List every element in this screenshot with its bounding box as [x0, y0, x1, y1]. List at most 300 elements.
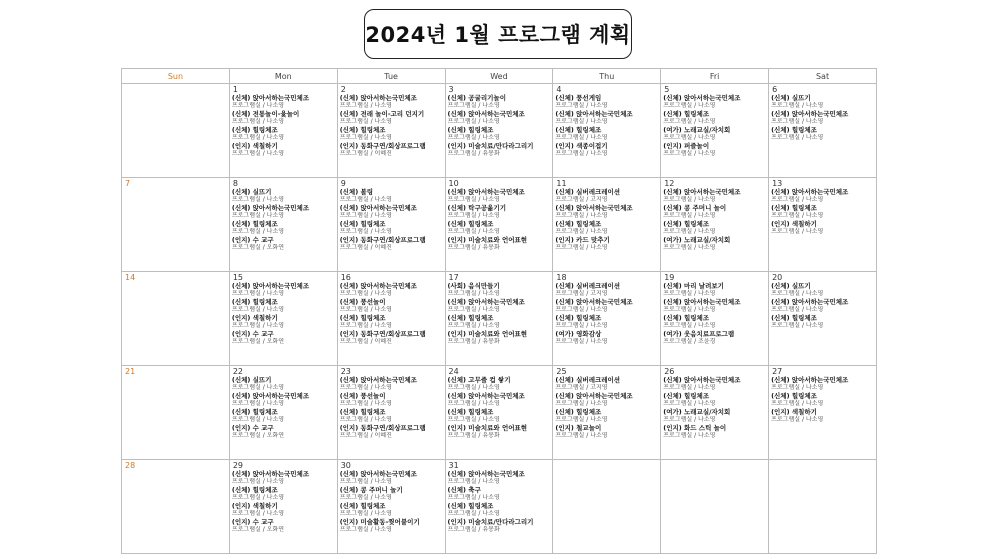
program-staff: 프로그램실 / 나소영 — [555, 228, 608, 235]
program-name: (신체) 앉아서하는국민체조 — [555, 110, 633, 118]
program-staff: 프로그램실 / 나소영 — [231, 196, 285, 203]
program-entry — [232, 126, 335, 142]
program-staff: 프로그램실 / 나소영 — [555, 322, 608, 329]
program-entry — [771, 220, 874, 236]
day-cell — [661, 84, 769, 178]
day-number: 5 — [664, 85, 670, 94]
day-cell — [769, 366, 877, 460]
program-name: (신체) 앉아서하는국민체조 — [771, 298, 849, 306]
program-staff: 프로그램실 / 나소영 — [663, 228, 716, 235]
program-entry — [448, 110, 551, 126]
program-entry — [555, 94, 658, 110]
program-entry — [448, 392, 551, 408]
program-name: (인지) 수 교구 — [231, 330, 274, 338]
program-name: (신체) 풍선놀이 — [339, 298, 386, 306]
program-name: (신체) 앉아서하는국민체조 — [663, 298, 741, 306]
program-name: (신체) 힐링체조 — [447, 314, 494, 322]
program-staff: 프로그램실 / 나소영 — [339, 306, 392, 313]
day-number: 10 — [448, 179, 459, 188]
program-staff: 프로그램실 / 나소영 — [447, 384, 500, 391]
program-staff: 프로그램실 / 나소영 — [663, 416, 716, 423]
program-entry — [663, 424, 766, 440]
program-name: (신체) 앉아서하는국민체조 — [339, 94, 417, 102]
program-staff: 프로그램실 / 나소영 — [771, 196, 824, 203]
day-number: 18 — [556, 273, 567, 282]
program-name: (신체) 앉아서하는국민체조 — [663, 94, 741, 102]
day-number: 21 — [125, 367, 136, 376]
program-name: (인지) 미술치료와 언어표현 — [447, 236, 528, 244]
program-name: (인지) 동화구연/회상프로그램 — [339, 330, 426, 338]
program-entry — [340, 204, 443, 220]
program-entry — [448, 314, 551, 330]
program-staff: 프로그램실 / 나소영 — [447, 196, 500, 203]
weekday-fri: Fri — [661, 69, 769, 84]
program-name: (신체) 실버레크레이션 — [555, 188, 621, 196]
program-entry — [663, 188, 766, 204]
week-row — [122, 366, 877, 460]
program-staff: 프로그램실 / 나소영 — [555, 212, 608, 219]
program-name: (신체) 힐링체조 — [555, 126, 602, 134]
program-name: (신체) 볼링 — [339, 188, 374, 196]
program-name: (신체) 앉아서하는국민체조 — [231, 204, 310, 212]
program-staff: 프로그램실 / 나소영 — [339, 416, 392, 423]
program-name: (인지) 미술치료/만다라그리기 — [447, 142, 534, 150]
day-cell — [769, 272, 877, 366]
day-number: 7 — [125, 179, 131, 188]
day-number: 8 — [232, 179, 238, 188]
program-entry — [663, 110, 766, 126]
day-number: 6 — [772, 85, 778, 94]
weekday-sun: Sun — [122, 69, 230, 84]
program-staff: 프로그램실 / 나소영 — [771, 212, 824, 219]
program-name: (신체) 앉아서하는국민체조 — [771, 188, 849, 196]
day-cell — [769, 84, 877, 178]
program-entry — [448, 330, 551, 346]
week-row — [122, 84, 877, 178]
program-staff: 프로그램실 / 나소영 — [555, 118, 608, 125]
program-entry — [340, 392, 443, 408]
program-entry — [232, 282, 335, 298]
program-name: (신체) 풍선게임 — [555, 94, 602, 102]
day-cell — [661, 178, 769, 272]
program-name: (인지) 색칠하기 — [231, 502, 278, 510]
program-name: (신체) 힐링체조 — [231, 126, 278, 134]
program-staff: 프로그램실 / 나소영 — [447, 228, 500, 235]
program-staff: 프로그램실 / 나소영 — [663, 432, 716, 439]
program-entry — [232, 110, 335, 126]
program-entry — [771, 110, 874, 126]
program-name: (신체) 앉아서하는국민체조 — [447, 188, 525, 196]
program-name: (인지) 미술치료/만다라그리기 — [447, 518, 534, 526]
day-cell — [661, 366, 769, 460]
program-entry — [448, 376, 551, 392]
program-staff: 프로그램실 / 나소영 — [663, 290, 716, 297]
program-name: (인지) 화드 스틱 놀이 — [663, 424, 727, 432]
program-name: (여가) 영화감상 — [555, 330, 602, 338]
program-name: (신체) 앉아서하는국민체조 — [447, 110, 525, 118]
day-number: 4 — [556, 85, 562, 94]
program-name: (신체) 고무줄 컵 쌓기 — [447, 376, 511, 384]
program-entry — [555, 204, 658, 220]
program-staff: 프로그램실 / 나소영 — [231, 494, 285, 501]
program-entry — [232, 220, 335, 236]
program-name: (신체) 앉아서하는국민체조 — [231, 470, 310, 478]
day-number: 13 — [772, 179, 783, 188]
day-cell — [122, 366, 230, 460]
day-cell — [122, 178, 230, 272]
program-staff: 프로그램실 / 나소영 — [231, 510, 285, 517]
program-name: (인지) 동화구연/회상프로그램 — [339, 142, 426, 150]
program-staff: 프로그램실 / 나소영 — [771, 102, 824, 109]
program-entry — [555, 142, 658, 158]
program-staff: 프로그램실 / 유봉화 — [447, 244, 500, 251]
program-name: (신체) 앉아서하는국민체조 — [339, 204, 417, 212]
program-entry — [663, 408, 766, 424]
day-cell — [229, 366, 337, 460]
program-entry — [555, 314, 658, 330]
day-number: 31 — [448, 461, 459, 470]
program-entry — [448, 502, 551, 518]
program-name: (신체) 힐링체조 — [339, 502, 386, 510]
day-number: 11 — [556, 179, 567, 188]
day-cell — [337, 460, 445, 554]
program-entry — [232, 502, 335, 518]
program-entry — [340, 126, 443, 142]
program-staff: 프로그램실 / 유봉화 — [447, 338, 500, 345]
day-number: 14 — [125, 273, 136, 282]
program-staff: 프로그램실 / 나소영 — [447, 400, 500, 407]
program-name: (인지) 철교놀이 — [555, 424, 602, 432]
program-entry — [232, 408, 335, 424]
program-name: (신체) 힐링체조 — [663, 110, 710, 118]
program-entry — [340, 142, 443, 158]
program-name: (신체) 힐링체조 — [771, 204, 817, 212]
program-entry — [232, 330, 335, 346]
program-staff: 프로그램실 / 나소영 — [339, 478, 392, 485]
day-cell — [769, 178, 877, 272]
program-entry — [232, 188, 335, 204]
program-entry — [448, 142, 551, 158]
program-name: (신체) 전래 놀이-고리 던지기 — [339, 110, 425, 118]
program-name: (인지) 색칠하기 — [231, 142, 278, 150]
program-name: (신체) 실뜨기 — [231, 188, 272, 196]
day-number: 2 — [340, 85, 346, 94]
program-staff: 프로그램실 / 고지영 — [555, 384, 608, 391]
program-name: (신체) 실뜨기 — [231, 376, 272, 384]
program-staff: 프로그램실 / 나소영 — [339, 400, 392, 407]
day-cell — [229, 84, 337, 178]
program-staff: 프로그램실 / 나소영 — [555, 338, 608, 345]
program-staff: 프로그램실 / 나소영 — [555, 134, 608, 141]
program-entry — [448, 486, 551, 502]
program-staff: 프로그램실 / 오화연 — [231, 432, 285, 439]
day-cell — [553, 84, 661, 178]
program-staff: 프로그램실 / 나소영 — [771, 228, 824, 235]
program-entry — [663, 126, 766, 142]
program-entry — [340, 110, 443, 126]
program-staff: 프로그램실 / 나소영 — [663, 306, 716, 313]
program-staff: 프로그램실 / 나소영 — [555, 102, 608, 109]
program-staff: 프로그램실 / 나소영 — [555, 244, 608, 251]
program-entry — [771, 94, 874, 110]
program-staff: 프로그램실 / 고지영 — [555, 290, 608, 297]
day-number: 17 — [448, 273, 459, 282]
program-name: (신체) 공굴리기놀이 — [447, 94, 506, 102]
program-entry — [340, 502, 443, 518]
program-staff: 프로그램실 / 나소영 — [447, 416, 500, 423]
program-name: (신체) 실뜨기 — [771, 94, 811, 102]
program-staff: 프로그램실 / 나소영 — [663, 134, 716, 141]
program-entry — [663, 376, 766, 392]
program-staff: 프로그램실 / 나소영 — [663, 102, 716, 109]
program-name: (신체) 힐링체조 — [339, 408, 386, 416]
program-staff: 프로그램실 / 나소영 — [339, 290, 392, 297]
program-staff: 프로그램실 / 나소영 — [447, 134, 500, 141]
program-staff: 프로그램실 / 나소영 — [339, 322, 392, 329]
day-number: 1 — [232, 85, 238, 94]
program-name: (신체) 풍선놀이 — [339, 392, 386, 400]
program-staff: 프로그램실 / 이혜진 — [339, 338, 392, 345]
day-number: 9 — [340, 179, 346, 188]
program-entry — [448, 188, 551, 204]
program-entry — [232, 204, 335, 220]
program-entry — [771, 298, 874, 314]
program-entry — [555, 408, 658, 424]
program-entry — [555, 126, 658, 142]
program-staff: 프로그램실 / 오화연 — [231, 244, 285, 251]
program-name: (신체) 앉아서하는국민체조 — [447, 470, 525, 478]
program-staff: 프로그램실 / 유봉화 — [447, 150, 500, 157]
program-name: (신체) 힐링체조 — [771, 392, 817, 400]
day-cell — [553, 460, 661, 554]
program-entry — [555, 188, 658, 204]
program-entry — [448, 298, 551, 314]
program-staff: 프로그램실 / 나소영 — [771, 416, 824, 423]
program-name: (신체) 앉아서하는국민체조 — [339, 282, 417, 290]
program-name: (신체) 앉아서하는국민체조 — [447, 298, 525, 306]
program-name: (신체) 탁구공옮기기 — [447, 204, 506, 212]
program-entry — [663, 330, 766, 346]
program-entry — [340, 314, 443, 330]
program-staff: 프로그램실 / 나소영 — [447, 322, 500, 329]
day-number: 30 — [340, 461, 351, 470]
program-entry — [232, 314, 335, 330]
program-entry — [448, 518, 551, 534]
page-title: 2024년 1월 프로그램 계획 — [364, 9, 632, 59]
weekday-sat: Sat — [769, 69, 877, 84]
program-name: (신체) 앉아서하는국민체조 — [339, 376, 417, 384]
program-entry — [232, 470, 335, 486]
program-staff: 프로그램실 / 나소영 — [663, 384, 716, 391]
program-staff: 프로그램실 / 나소영 — [447, 102, 500, 109]
program-staff: 프로그램실 / 오화연 — [231, 526, 285, 533]
weekday-tue: Tue — [337, 69, 445, 84]
day-number: 28 — [125, 461, 136, 470]
program-entry — [448, 408, 551, 424]
program-name: (인지) 동화구연/회상프로그램 — [339, 236, 426, 244]
program-staff: 프로그램실 / 유봉화 — [447, 432, 500, 439]
program-staff: 프로그램실 / 이혜진 — [339, 150, 392, 157]
program-entry — [555, 376, 658, 392]
program-entry — [232, 142, 335, 158]
program-entry — [232, 486, 335, 502]
program-staff: 프로그램실 / 나소영 — [231, 306, 285, 313]
program-name: (인지) 카드 맞추기 — [555, 236, 610, 244]
program-entry — [448, 424, 551, 440]
day-cell — [661, 272, 769, 366]
program-staff: 프로그램실 / 나소영 — [339, 134, 392, 141]
program-staff: 프로그램실 / 나소영 — [231, 290, 285, 297]
program-entry — [340, 188, 443, 204]
program-name: (인지) 수 교구 — [231, 518, 274, 526]
program-staff: 프로그램실 / 나소영 — [339, 494, 392, 501]
program-name: (인지) 색칠하기 — [231, 314, 278, 322]
program-staff: 프로그램실 / 나소영 — [771, 384, 824, 391]
program-name: (신체) 앉아서하는국민체조 — [771, 376, 849, 384]
program-staff: 프로그램실 / 나소영 — [231, 134, 285, 141]
program-entry — [555, 424, 658, 440]
day-cell — [337, 366, 445, 460]
program-entry — [663, 314, 766, 330]
day-number: 19 — [664, 273, 675, 282]
program-entry — [232, 518, 335, 534]
program-entry — [771, 408, 874, 424]
program-name: (여가) 노래교실/자치회 — [663, 236, 731, 244]
day-number: 25 — [556, 367, 567, 376]
day-cell — [553, 366, 661, 460]
program-staff: 프로그램실 / 나소영 — [231, 400, 285, 407]
program-name: (신체) 콩 주머니 놀기 — [339, 486, 403, 494]
program-staff: 프로그램실 / 나소영 — [231, 212, 285, 219]
program-staff: 프로그램실 / 나소영 — [771, 306, 824, 313]
program-entry — [448, 94, 551, 110]
weekday-header-row — [122, 69, 877, 84]
program-entry — [448, 204, 551, 220]
program-staff: 프로그램실 / 나소영 — [231, 102, 285, 109]
program-staff: 프로그램실 / 나소영 — [231, 150, 285, 157]
program-name: (신체) 실버레크레이션 — [555, 282, 621, 290]
program-entry — [232, 236, 335, 252]
program-staff: 프로그램실 / 나소영 — [771, 290, 824, 297]
weekday-wed: Wed — [445, 69, 553, 84]
day-cell — [553, 178, 661, 272]
program-staff: 프로그램실 / 나소영 — [339, 196, 392, 203]
program-staff: 프로그램실 / 오화연 — [231, 338, 285, 345]
program-entry — [340, 376, 443, 392]
program-name: (인지) 퍼즐놀이 — [663, 142, 710, 150]
program-staff: 프로그램실 / 나소영 — [339, 228, 392, 235]
day-cell — [661, 460, 769, 554]
day-cell — [229, 272, 337, 366]
day-cell — [229, 178, 337, 272]
program-entry — [663, 282, 766, 298]
program-staff: 프로그램실 / 나소영 — [771, 134, 824, 141]
program-staff: 프로그램실 / 나소영 — [339, 510, 392, 517]
program-entry — [340, 518, 443, 534]
day-number: 3 — [448, 85, 454, 94]
program-entry — [448, 220, 551, 236]
program-name: (신체) 전통놀이-윷놀이 — [231, 110, 300, 118]
program-entry — [340, 282, 443, 298]
calendar-grid — [121, 68, 877, 554]
program-entry — [232, 298, 335, 314]
day-cell — [445, 272, 553, 366]
program-staff: 프로그램실 / 나소영 — [339, 526, 392, 533]
day-cell — [229, 460, 337, 554]
program-staff: 프로그램실 / 나소영 — [555, 150, 608, 157]
program-staff: 프로그램실 / 나소영 — [447, 306, 500, 313]
program-name: (신체) 앉아서하는국민체조 — [231, 94, 310, 102]
day-cell — [445, 366, 553, 460]
program-entry — [555, 282, 658, 298]
day-cell — [122, 272, 230, 366]
day-number: 26 — [664, 367, 675, 376]
program-entry — [663, 392, 766, 408]
day-cell — [337, 272, 445, 366]
program-name: (신체) 힐링체조 — [231, 486, 278, 494]
program-name: (신체) 앉아서하는국민체조 — [555, 392, 633, 400]
program-name: (신체) 앉아서하는국민체조 — [555, 204, 633, 212]
program-staff: 프로그램실 / 나소영 — [339, 118, 392, 125]
program-name: (신체) 콩 주머니 놀이 — [663, 204, 727, 212]
day-number: 27 — [772, 367, 783, 376]
program-entry — [555, 330, 658, 346]
program-name: (신체) 힐링체조 — [447, 502, 494, 510]
program-entry — [663, 220, 766, 236]
program-name: (신체) 힐링체조 — [339, 314, 386, 322]
program-name: (신체) 힐링체조 — [663, 220, 710, 228]
program-staff: 프로그램실 / 조윤경 — [663, 338, 716, 345]
program-staff: 프로그램실 / 이혜진 — [339, 244, 392, 251]
program-name: (신체) 축구 — [447, 486, 481, 494]
program-staff: 프로그램실 / 나소영 — [231, 416, 285, 423]
day-cell — [769, 460, 877, 554]
program-entry — [771, 204, 874, 220]
program-name: (신체) 마리 날려보기 — [663, 282, 724, 290]
day-cell — [445, 178, 553, 272]
program-name: (인지) 수 교구 — [231, 424, 274, 432]
program-staff: 프로그램실 / 고지영 — [555, 196, 608, 203]
day-cell — [445, 460, 553, 554]
program-entry — [448, 236, 551, 252]
program-staff: 프로그램실 / 나소영 — [339, 102, 392, 109]
program-name: (신체) 힐링체조 — [447, 408, 494, 416]
program-staff: 프로그램실 / 나소영 — [663, 196, 716, 203]
program-staff: 프로그램실 / 나소영 — [231, 228, 285, 235]
program-entry — [232, 392, 335, 408]
program-staff: 프로그램실 / 나소영 — [663, 400, 716, 407]
program-entry — [448, 470, 551, 486]
program-name: (인지) 동화구연/회상프로그램 — [339, 424, 426, 432]
program-name: (신체) 힐링체조 — [555, 220, 602, 228]
program-entry — [771, 314, 874, 330]
program-staff: 프로그램실 / 나소영 — [447, 494, 500, 501]
program-name: (인지) 색칠하기 — [771, 408, 817, 416]
program-entry — [663, 94, 766, 110]
program-entry — [340, 424, 443, 440]
program-name: (신체) 힐링체조 — [555, 314, 602, 322]
program-name: (신체) 앉아서하는국민체조 — [339, 470, 417, 478]
program-entry — [340, 408, 443, 424]
day-cell — [122, 460, 230, 554]
program-entry — [663, 236, 766, 252]
week-row — [122, 178, 877, 272]
program-staff: 프로그램실 / 나소영 — [447, 510, 500, 517]
program-name: (인지) 수 교구 — [231, 236, 274, 244]
program-entry — [663, 204, 766, 220]
program-entry — [340, 236, 443, 252]
program-entry — [232, 94, 335, 110]
